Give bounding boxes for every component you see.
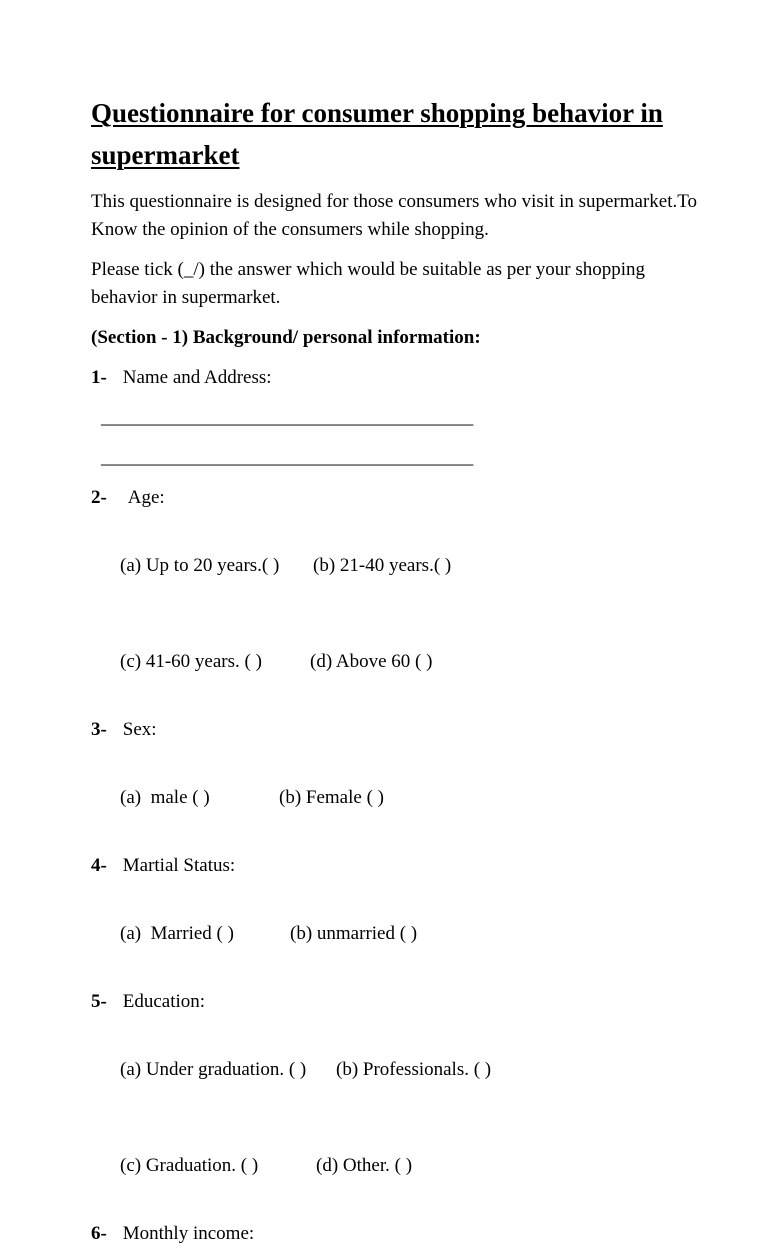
options-row xyxy=(101,524,708,608)
question-number: 1- xyxy=(91,367,107,388)
question-2 xyxy=(91,484,708,512)
options-row xyxy=(101,1028,708,1112)
option-age-up-to-20[interactable]: (a) Up to 20 years.( ) xyxy=(120,555,280,576)
intro-paragraph: This questionnaire is designed for those consumers who visit in supermarket.To Know the opinion of the consumers while shopping. xyxy=(91,191,698,240)
option-age-41-60[interactable]: (c) 41-60 years. ( ) xyxy=(120,651,262,672)
question-4 xyxy=(91,852,708,880)
option-status-married[interactable]: (a) Married ( ) xyxy=(120,923,234,944)
options-row xyxy=(101,620,708,704)
question-label: Sex: xyxy=(122,719,157,740)
section-heading: (Section - 1) Background/ personal information: xyxy=(91,327,481,348)
options-row xyxy=(101,1124,708,1208)
question-number: 5- xyxy=(91,991,107,1012)
question-6 xyxy=(91,1220,708,1248)
option-age-21-40[interactable]: (b) 21-40 years.( ) xyxy=(313,555,452,576)
options-row xyxy=(101,756,708,840)
question-5 xyxy=(91,988,708,1016)
question-3 xyxy=(91,716,708,744)
question-label: Age: xyxy=(127,487,165,508)
page-title: Questionnaire for consumer shopping behavior in supermarket xyxy=(91,98,663,170)
option-edu-graduation[interactable]: (c) Graduation. ( ) xyxy=(120,1155,259,1176)
question-label: Education: xyxy=(122,991,206,1012)
option-age-above-60[interactable]: (d) Above 60 ( ) xyxy=(310,651,433,672)
instruction-paragraph: Please tick (_/) the answer which would be suitable as per your shopping behavior in supermarket. xyxy=(91,259,646,308)
question-number: 6- xyxy=(91,1223,107,1244)
question-1 xyxy=(91,364,708,392)
options-row xyxy=(101,892,708,976)
answer-line-1[interactable]: ________________________________________ xyxy=(101,407,474,428)
option-sex-female[interactable]: (b) Female ( ) xyxy=(279,787,384,808)
question-number: 2- xyxy=(91,487,107,508)
answer-line-2[interactable]: ________________________________________ xyxy=(101,447,474,468)
option-edu-professionals[interactable]: (b) Professionals. ( ) xyxy=(336,1059,492,1080)
question-label: Name and Address: xyxy=(122,367,272,388)
option-status-unmarried[interactable]: (b) unmarried ( ) xyxy=(290,923,418,944)
option-sex-male[interactable]: (a) male ( ) xyxy=(120,787,210,808)
question-number: 4- xyxy=(91,855,107,876)
question-label: Monthly income: xyxy=(122,1223,255,1244)
question-number: 3- xyxy=(91,719,107,740)
question-label: Martial Status: xyxy=(122,855,236,876)
option-edu-other[interactable]: (d) Other. ( ) xyxy=(316,1155,413,1176)
option-edu-under-graduation[interactable]: (a) Under graduation. ( ) xyxy=(120,1059,307,1080)
